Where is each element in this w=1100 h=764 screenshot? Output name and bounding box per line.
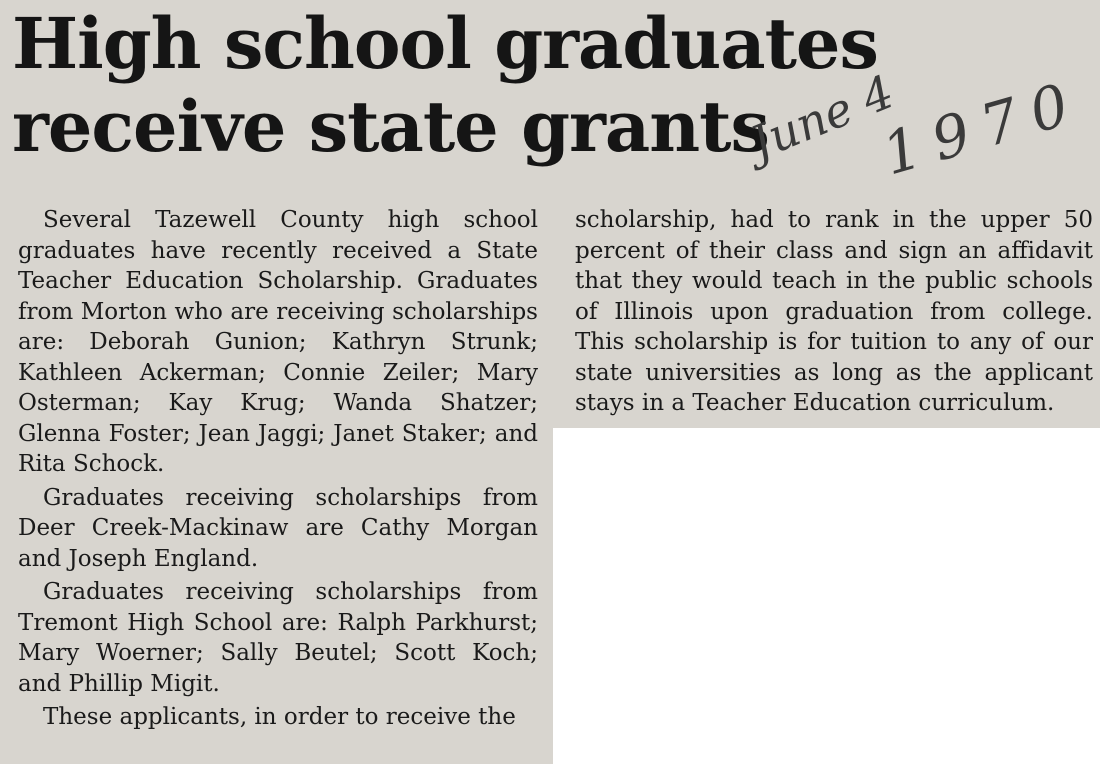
headline-line-1: High school graduates (12, 2, 878, 85)
right-column (575, 205, 1093, 419)
paragraph-applicants: These applicants, in order to receive the (43, 704, 516, 730)
handwritten-date-year: 1970 (875, 66, 1090, 189)
left-column (18, 205, 538, 733)
paragraph-tremont: Graduates receiving scholarships from Tremont High School are: Ralph Parkhurst; Mary Woerner; Sally Beutel; Scott Koch; and Phillip Migit. (18, 579, 538, 697)
paragraph-deer-creek: Graduates receiving scholarships from Deer Creek-Mackinaw are Cathy Morgan and Joseph England. (18, 484, 538, 572)
handwritten-date (742, 64, 1090, 200)
headline-line-2: receive state grants (12, 85, 769, 168)
blank-area (553, 428, 1100, 764)
handwritten-date-month: June 4 (742, 64, 902, 171)
paragraph-morton: Several Tazewell County high school graduates have recently received a State Teacher Education Scholarship. Graduates from Morton who are receiving scholarships are: Deborah Gunion; Kathryn Strunk; Kathleen Ackerman; Connie Zeiler; Mary Osterman; Kay Krug; Wanda Shatzer; Glenna Foster; Jean Jaggi; Janet Staker; and Rita Schock. (18, 207, 538, 477)
paragraph-requirements: scholarship, had to rank in the upper 50 percent of their class and sign an affidavit that they would teach in the public schools of Illinois upon graduation from college. This scholarship is for tuition to any of our state universities as long as the applicant stays in a Teacher Education curriculum. (575, 207, 1093, 416)
